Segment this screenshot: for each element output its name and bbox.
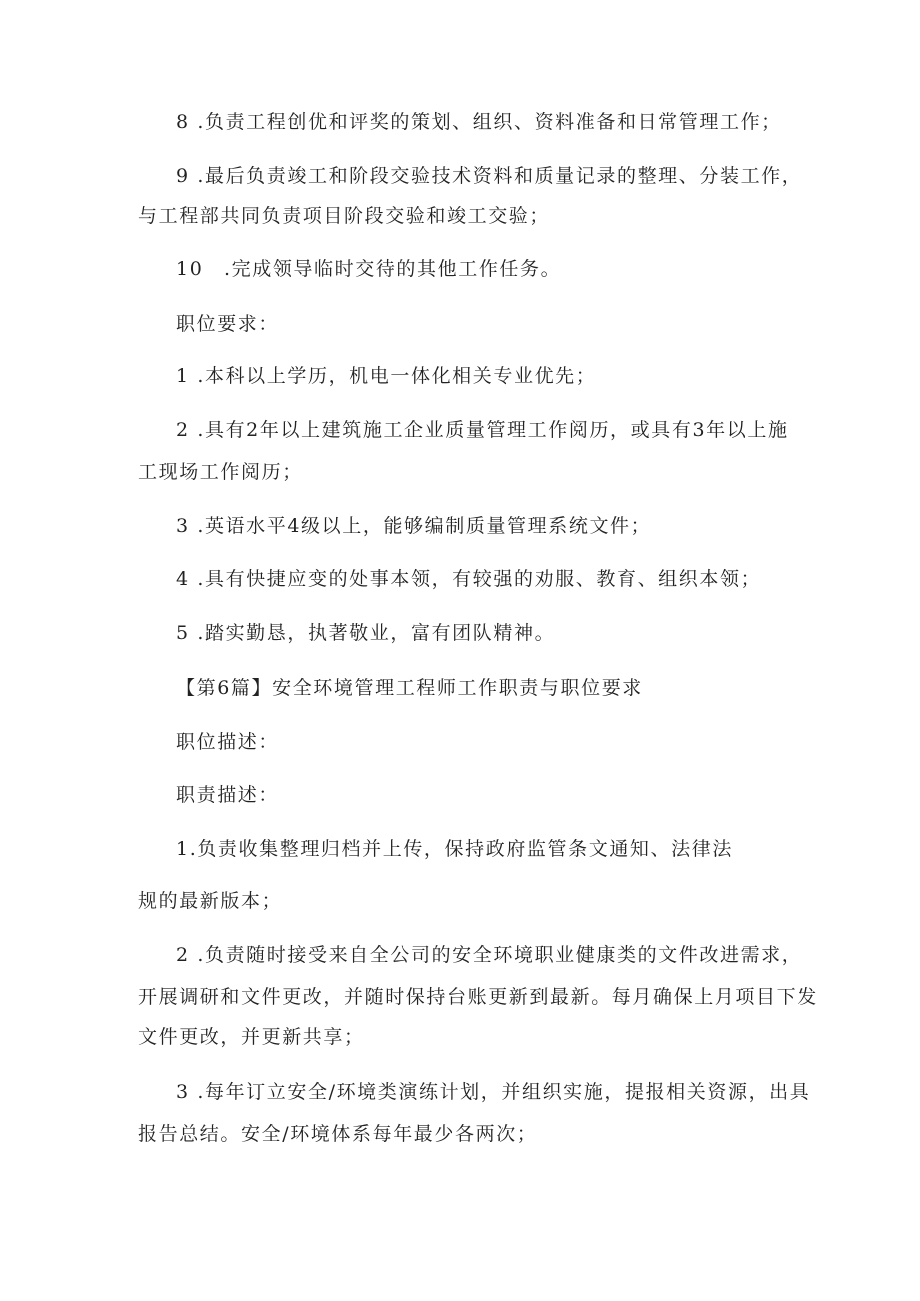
requirement-item-5: 5 .踏实勤恳，执著敬业，富有团队精神。: [176, 622, 556, 644]
duty-6-item-2-line-2: 开展调研和文件更改，并随时保持台账更新到最新。每月确保上月项目下发: [138, 986, 818, 1008]
requirement-item-4: 4 .具有快捷应变的处事本领，有较强的劝服、教育、组织本领；: [176, 568, 762, 590]
requirements-heading: 职位要求：: [176, 313, 280, 335]
position-description-heading: 职位描述：: [176, 731, 280, 753]
duty-item-8: 8 .负责工程创优和评奖的策划、组织、资料准备和日常管理工作；: [176, 111, 782, 133]
requirement-item-3: 3 .英语水平4级以上，能够编制质量管理系统文件；: [176, 515, 652, 537]
duties-heading: 职责描述：: [176, 784, 280, 806]
duty-6-item-3-line-2: 报告总结。安全/环境体系每年最少各两次；: [138, 1123, 538, 1145]
duty-6-item-2-line-1: 2 .负责随时接受来自全公司的安全环境职业健康类的文件改进需求，: [176, 944, 803, 966]
section-title: 【第6篇】安全环境管理工程师工作职责与职位要求: [176, 677, 643, 699]
duty-6-item-3-line-1: 3 .每年订立安全/环境类演练计划，并组织实施，提报相关资源，出具: [176, 1081, 811, 1103]
duty-6-item-1-line-1: 1.负责收集整理归档并上传，保持政府监管条文通知、法律法: [176, 838, 733, 860]
duty-6-item-1-line-2: 规的最新版本；: [138, 890, 283, 912]
duty-item-9-line-2: 与工程部共同负责项目阶段交验和竣工交验；: [138, 205, 551, 227]
requirement-item-1: 1 .本科以上学历，机电一体化相关专业优先；: [176, 365, 597, 387]
duty-item-10: 10 .完成领导临时交待的其他工作任务。: [176, 258, 562, 280]
duty-item-9-line-1: 9 .最后负责竣工和阶段交验技术资料和质量记录的整理、分装工作，: [176, 165, 803, 187]
duty-6-item-2-line-3: 文件更改，并更新共享；: [138, 1026, 365, 1048]
requirement-item-2-line-1: 2 .具有2年以上建筑施工企业质量管理工作阅历，或具有3年以上施: [176, 419, 789, 441]
requirement-item-2-line-2: 工现场工作阅历；: [138, 461, 303, 483]
